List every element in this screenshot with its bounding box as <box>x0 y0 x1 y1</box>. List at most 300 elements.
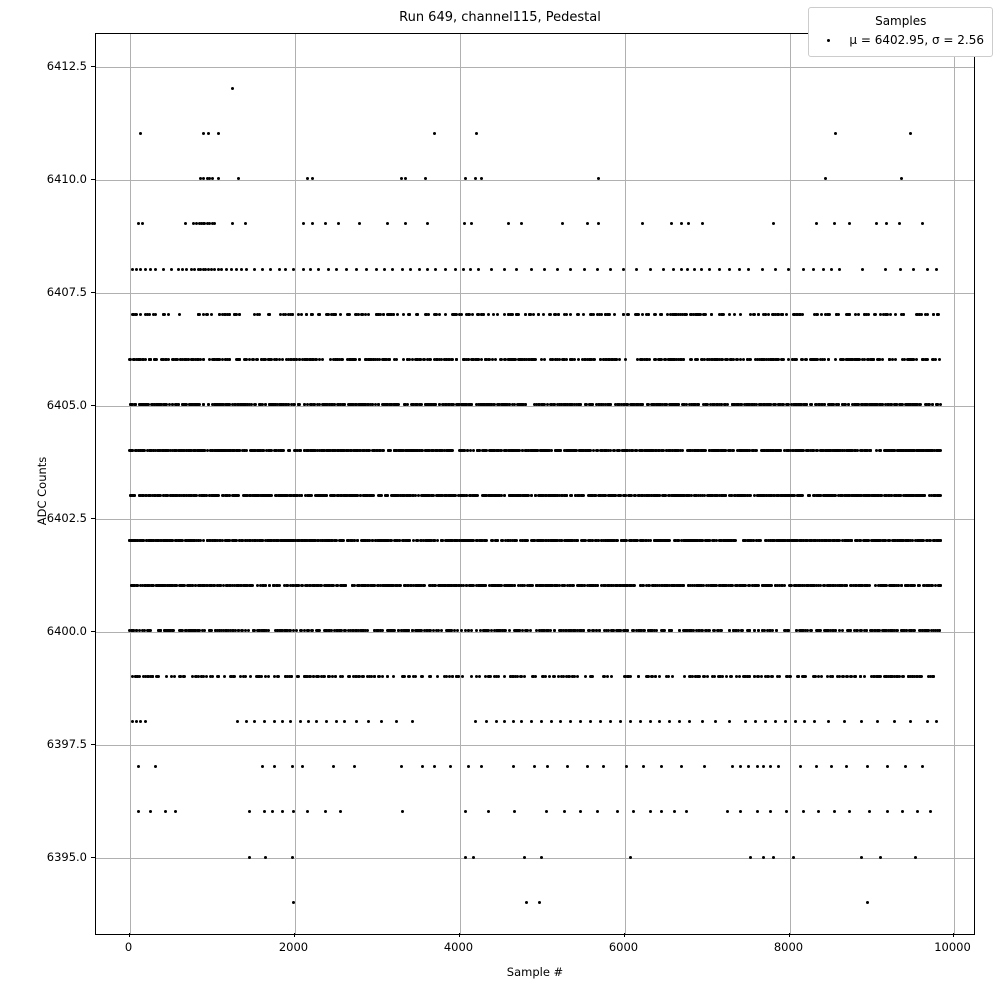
data-point <box>131 268 134 271</box>
data-point <box>641 494 644 497</box>
data-point <box>545 449 548 452</box>
data-point <box>282 313 285 316</box>
data-point <box>771 539 774 542</box>
data-point <box>339 313 342 316</box>
data-point <box>455 358 458 361</box>
data-point <box>317 268 320 271</box>
data-point <box>408 494 411 497</box>
data-point <box>139 313 142 316</box>
data-point <box>261 268 264 271</box>
data-point <box>436 494 439 497</box>
data-point <box>869 449 872 452</box>
data-point <box>739 358 742 361</box>
data-point <box>378 358 381 361</box>
data-point <box>600 449 603 452</box>
data-point <box>412 539 415 542</box>
data-point <box>774 268 777 271</box>
data-point <box>711 494 714 497</box>
data-point <box>379 449 382 452</box>
data-point <box>805 539 808 542</box>
data-point <box>680 268 683 271</box>
data-point <box>309 268 312 271</box>
data-point <box>720 494 723 497</box>
data-point <box>570 494 573 497</box>
data-point <box>335 268 338 271</box>
data-point <box>515 268 518 271</box>
data-point <box>318 313 321 316</box>
data-point <box>511 313 514 316</box>
data-point <box>224 494 227 497</box>
data-point <box>424 494 427 497</box>
data-point <box>899 494 902 497</box>
data-point <box>682 539 685 542</box>
data-point <box>647 313 650 316</box>
data-point <box>193 268 196 271</box>
data-point <box>541 449 544 452</box>
data-point <box>635 268 638 271</box>
data-point <box>832 449 835 452</box>
data-point <box>720 313 723 316</box>
data-point <box>214 539 217 542</box>
data-point <box>231 222 234 225</box>
data-point <box>177 268 180 271</box>
data-point <box>795 539 798 542</box>
data-point <box>920 449 923 452</box>
data-point <box>557 313 560 316</box>
data-point <box>436 539 439 542</box>
data-point <box>438 313 441 316</box>
data-point <box>599 494 602 497</box>
data-point <box>190 358 193 361</box>
data-point <box>921 539 924 542</box>
data-point <box>569 313 572 316</box>
data-point <box>167 313 170 316</box>
data-point <box>388 358 391 361</box>
data-point <box>801 313 804 316</box>
data-point <box>132 494 135 497</box>
data-point <box>568 449 571 452</box>
data-point <box>715 449 718 452</box>
data-point <box>197 313 200 316</box>
data-point <box>938 358 941 361</box>
data-point <box>310 449 313 452</box>
data-point <box>530 539 533 542</box>
data-point <box>653 358 656 361</box>
data-point <box>830 268 833 271</box>
data-point <box>434 268 437 271</box>
data-point <box>402 494 405 497</box>
y-gridline <box>96 293 974 294</box>
data-point <box>609 268 612 271</box>
data-point <box>573 449 576 452</box>
data-point <box>704 313 707 316</box>
data-point <box>690 539 693 542</box>
data-point <box>905 494 908 497</box>
data-point <box>783 449 786 452</box>
data-point <box>689 358 692 361</box>
data-point <box>760 358 763 361</box>
data-point <box>823 358 826 361</box>
data-point <box>873 494 876 497</box>
data-point <box>284 268 287 271</box>
data-point <box>927 449 930 452</box>
data-point <box>743 539 746 542</box>
data-point <box>382 449 385 452</box>
data-point <box>244 539 247 542</box>
data-point <box>606 539 609 542</box>
data-point <box>383 539 386 542</box>
data-point <box>341 539 344 542</box>
data-point <box>896 449 899 452</box>
data-point <box>815 222 818 225</box>
data-point <box>476 494 479 497</box>
data-point <box>386 222 389 225</box>
data-point <box>787 268 790 271</box>
data-point <box>243 449 246 452</box>
data-point <box>358 358 361 361</box>
data-point <box>491 358 494 361</box>
data-point <box>306 449 309 452</box>
data-point <box>545 494 548 497</box>
data-point <box>278 268 281 271</box>
data-point <box>150 539 153 542</box>
data-point <box>933 539 936 542</box>
data-point <box>396 313 399 316</box>
data-point <box>909 132 912 135</box>
data-point <box>565 449 568 452</box>
data-point <box>674 494 677 497</box>
x-gridline <box>790 34 791 934</box>
data-point <box>395 358 398 361</box>
data-point <box>378 494 381 497</box>
data-point <box>493 449 496 452</box>
data-point <box>147 494 150 497</box>
data-point <box>850 494 853 497</box>
data-point <box>178 313 181 316</box>
data-point <box>863 313 866 316</box>
data-point <box>805 358 808 361</box>
data-point <box>791 358 794 361</box>
data-point <box>282 449 285 452</box>
data-point <box>390 494 393 497</box>
data-point <box>701 222 704 225</box>
data-point <box>800 358 803 361</box>
data-point <box>837 313 840 316</box>
data-point <box>331 449 334 452</box>
data-point <box>299 449 302 452</box>
data-point <box>843 449 846 452</box>
data-point <box>524 313 527 316</box>
data-point <box>185 494 188 497</box>
data-point <box>582 494 585 497</box>
data-point <box>527 494 530 497</box>
data-point <box>536 539 539 542</box>
data-point <box>836 539 839 542</box>
data-point <box>540 358 543 361</box>
data-point <box>174 494 177 497</box>
data-point <box>600 313 603 316</box>
data-point <box>890 494 893 497</box>
data-point <box>854 449 857 452</box>
data-point <box>787 358 790 361</box>
data-point <box>565 313 568 316</box>
data-point <box>392 313 395 316</box>
data-point <box>819 358 822 361</box>
data-point <box>420 449 423 452</box>
data-point <box>899 268 902 271</box>
data-point <box>213 222 216 225</box>
data-point <box>787 449 790 452</box>
data-point <box>361 449 364 452</box>
data-point <box>534 358 537 361</box>
data-point <box>210 313 213 316</box>
data-point <box>742 358 745 361</box>
data-point <box>269 449 272 452</box>
data-point <box>703 449 706 452</box>
data-point <box>694 494 697 497</box>
data-point <box>806 449 809 452</box>
data-point <box>710 313 713 316</box>
data-point <box>596 449 599 452</box>
data-point <box>839 494 842 497</box>
data-point <box>812 268 815 271</box>
data-point <box>596 313 599 316</box>
data-point <box>515 313 518 316</box>
data-point <box>530 268 533 271</box>
data-point <box>936 449 939 452</box>
data-point <box>458 313 461 316</box>
data-point <box>409 268 412 271</box>
data-point <box>284 494 287 497</box>
data-point <box>448 494 451 497</box>
data-point <box>469 449 472 452</box>
data-point <box>489 449 492 452</box>
data-point <box>275 449 278 452</box>
data-point <box>337 222 340 225</box>
data-point <box>904 449 907 452</box>
data-point <box>305 313 308 316</box>
data-point <box>828 539 831 542</box>
data-point <box>302 268 305 271</box>
data-point <box>404 222 407 225</box>
data-point <box>822 268 825 271</box>
data-point <box>623 449 626 452</box>
data-point <box>579 449 582 452</box>
data-point <box>383 268 386 271</box>
data-point <box>931 449 934 452</box>
data-point <box>561 222 564 225</box>
data-point <box>687 222 690 225</box>
data-point <box>614 494 617 497</box>
data-point <box>203 449 206 452</box>
data-point <box>441 449 444 452</box>
data-point <box>261 449 264 452</box>
data-point <box>846 449 849 452</box>
data-point <box>842 358 845 361</box>
data-point <box>163 313 166 316</box>
data-point <box>507 313 510 316</box>
data-point <box>347 539 350 542</box>
data-point <box>504 449 507 452</box>
data-point <box>231 87 234 90</box>
data-point <box>355 268 358 271</box>
data-point <box>729 449 732 452</box>
data-point <box>217 132 220 135</box>
data-point <box>223 313 226 316</box>
data-point <box>618 449 621 452</box>
data-point <box>532 313 535 316</box>
data-point <box>732 539 735 542</box>
data-point <box>777 539 780 542</box>
data-point <box>170 268 173 271</box>
data-point <box>911 539 914 542</box>
data-point <box>916 539 919 542</box>
data-point <box>231 449 234 452</box>
y-gridline <box>96 858 974 859</box>
data-point <box>492 313 495 316</box>
data-point <box>870 358 873 361</box>
data-point <box>463 358 466 361</box>
data-point <box>433 132 436 135</box>
data-point <box>426 268 429 271</box>
data-point <box>245 494 248 497</box>
data-point <box>778 449 781 452</box>
data-point <box>848 313 851 316</box>
data-point <box>320 449 323 452</box>
data-point <box>406 539 409 542</box>
data-point <box>362 494 365 497</box>
data-point <box>470 222 473 225</box>
data-point <box>686 268 689 271</box>
data-point <box>365 268 368 271</box>
data-point <box>918 494 921 497</box>
data-point <box>634 313 637 316</box>
data-point <box>565 494 568 497</box>
data-point <box>141 494 144 497</box>
data-point <box>269 268 272 271</box>
data-point <box>184 222 187 225</box>
data-point <box>607 494 610 497</box>
data-point <box>199 539 202 542</box>
data-point <box>901 539 904 542</box>
data-point <box>746 358 749 361</box>
data-point <box>422 539 425 542</box>
data-point <box>898 222 901 225</box>
data-point <box>202 177 205 180</box>
data-point <box>223 449 226 452</box>
data-point <box>634 449 637 452</box>
data-point <box>623 494 626 497</box>
data-point <box>613 313 616 316</box>
data-point <box>311 222 314 225</box>
data-point <box>569 268 572 271</box>
x-gridline <box>625 34 626 934</box>
data-point <box>358 222 361 225</box>
data-point <box>311 313 314 316</box>
data-point <box>695 449 698 452</box>
data-point <box>935 268 938 271</box>
x-gridline <box>295 34 296 934</box>
data-point <box>288 449 291 452</box>
data-point <box>220 268 223 271</box>
data-point <box>520 222 523 225</box>
data-point <box>361 313 364 316</box>
data-point <box>738 268 741 271</box>
data-point <box>887 449 890 452</box>
data-point <box>327 268 330 271</box>
data-point <box>700 539 703 542</box>
data-point <box>469 494 472 497</box>
data-point <box>921 222 924 225</box>
data-point <box>609 449 612 452</box>
data-point <box>139 449 142 452</box>
data-point <box>154 268 157 271</box>
data-point <box>434 449 437 452</box>
data-point <box>724 539 727 542</box>
data-point <box>503 494 506 497</box>
data-point <box>496 313 499 316</box>
data-point <box>569 539 572 542</box>
data-point <box>325 494 328 497</box>
data-point <box>624 358 627 361</box>
data-point <box>875 222 878 225</box>
data-point <box>158 449 161 452</box>
data-point <box>408 313 411 316</box>
data-point <box>391 268 394 271</box>
data-point <box>244 222 247 225</box>
data-point <box>776 494 779 497</box>
data-point <box>337 449 340 452</box>
data-point <box>939 449 942 452</box>
data-point <box>218 539 221 542</box>
data-point <box>245 268 248 271</box>
data-point <box>345 268 348 271</box>
data-point <box>645 539 648 542</box>
data-point <box>382 313 385 316</box>
data-point <box>848 222 851 225</box>
data-point <box>807 494 810 497</box>
data-point <box>642 584 645 587</box>
data-point <box>302 222 305 225</box>
data-point <box>185 539 188 542</box>
data-point <box>623 539 626 542</box>
data-point <box>543 358 546 361</box>
data-point <box>214 494 217 497</box>
data-point <box>451 358 454 361</box>
data-point <box>213 584 216 587</box>
data-point <box>834 358 837 361</box>
data-point <box>723 494 726 497</box>
data-point <box>139 268 142 271</box>
data-point <box>509 358 512 361</box>
data-point <box>915 358 918 361</box>
data-point <box>815 584 818 587</box>
data-point <box>824 449 827 452</box>
data-point <box>375 268 378 271</box>
data-point <box>321 358 324 361</box>
data-point <box>893 449 896 452</box>
data-point <box>582 313 585 316</box>
data-point <box>780 358 783 361</box>
data-point <box>735 358 738 361</box>
plot-area <box>95 33 975 935</box>
data-point <box>751 449 754 452</box>
data-point <box>401 268 404 271</box>
data-point <box>164 494 167 497</box>
data-point <box>279 313 282 316</box>
data-point <box>235 268 238 271</box>
data-point <box>627 313 630 316</box>
